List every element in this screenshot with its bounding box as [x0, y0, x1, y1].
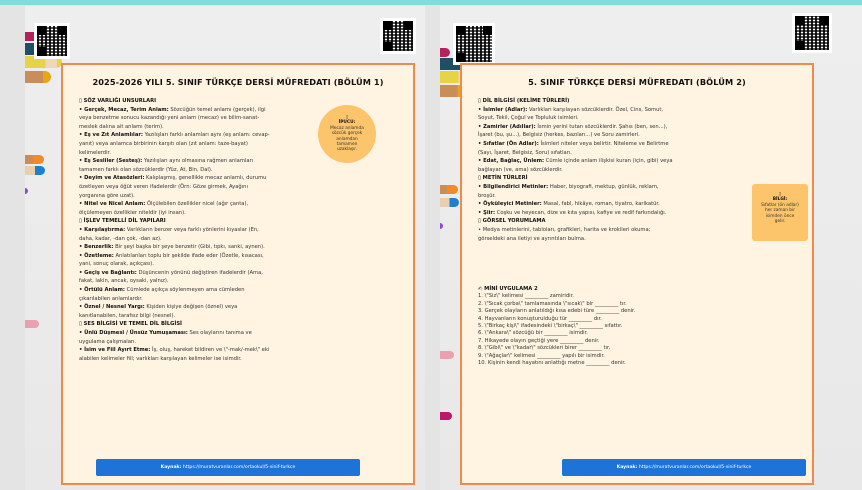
term-description: Yazılışları aynı olmasına rağmen anlamları	[142, 158, 254, 165]
info-title: BİLGİ:	[772, 197, 788, 203]
section-heading: ▯ GÖRSEL YORUMLAMA	[478, 218, 546, 225]
source-label: Kaynak:	[616, 465, 638, 470]
term-description: Kişiden kişiye değişen (öznel) veya	[144, 304, 238, 311]
section-heading: ▯ SÖZ VARLIĞI UNSURLARI	[79, 98, 157, 104]
pencil-decoration	[25, 166, 45, 175]
term-label: • Eş Sesliler (Sesteş):	[79, 158, 143, 165]
content-item	[79, 226, 349, 235]
content-item	[478, 123, 753, 132]
info-icon: ▯	[778, 192, 782, 197]
term-description: Cümlede açıkça söylenmeyen ama cümleden	[125, 287, 245, 294]
content-line: • Medya metinlerini, tabloları, grafikleri, harita ve krokileri okuma;	[478, 226, 651, 233]
term-description: Ses olaylarını tanıma ve	[187, 330, 252, 337]
term-label: • Eş ve Zıt Anlamlılar:	[79, 132, 143, 139]
term-label: • Bilgilendirici Metinler:	[478, 183, 549, 190]
term-label: • Gerçek, Mecaz, Terim Anlam:	[79, 106, 169, 113]
info-box	[752, 184, 808, 241]
term-label: • Ünlü Düşmesi / Ünsüz Yumuşaması:	[79, 330, 188, 337]
section-heading: ▯ METİN TÜRLERİ	[478, 175, 528, 182]
term-label: • İsim ve Fiil Ayırt Etme:	[79, 347, 151, 354]
exercise-title: ✍ MİNİ UYGULAMA 2	[478, 286, 538, 292]
content-item	[478, 200, 753, 209]
term-description: Varlıkların benzer veya farklı yönlerini kıyaslar (En,	[125, 226, 259, 233]
tip-line: uzaklaşır.	[336, 147, 358, 153]
term-label: • Şiir:	[478, 209, 496, 216]
content-line: daha, kadar, -dan çok, -dan az).	[79, 235, 162, 242]
card-title: 5. SINIF TÜRKÇE DERSİ MÜFREDATI (BÖLÜM 2)	[528, 77, 746, 87]
pencil-decoration	[25, 155, 44, 164]
content-line: alabilen kelimeler fiil; varlıkları karşılayan kelimeler ise isimdir.	[79, 355, 242, 362]
exercise-question: 6. \"Ankara\" sözcüğü bir _________ isimdir.	[478, 330, 588, 337]
content-item	[79, 174, 349, 183]
content-line: uygulama çalışmaları.	[79, 338, 137, 345]
section-heading: ▯ İŞLEV TEMELLİ DİL YAPILARI	[79, 218, 166, 225]
content-line: broşür.	[478, 192, 496, 199]
pencil-decoration	[25, 320, 39, 328]
info-line: gelir.	[774, 219, 786, 225]
page-1	[25, 6, 425, 490]
exercise-question: 10. Kişinin kendi hayatını anlattığı metne _________ denir.	[478, 360, 626, 367]
term-description: İsmin yerini tutan sözcüklerdir. Şahıs (ben, sen...),	[535, 123, 668, 130]
content-line: (Sayı, İşaret, Belgisiz, Soru) sıfatları.	[478, 149, 572, 156]
content-item	[478, 140, 753, 149]
term-label: • Edat, Bağlaç, Ünlem:	[478, 158, 545, 165]
term-description: Varlıkları karşılayan sözcüklerdir. Özel, Cins, Somut,	[527, 106, 664, 113]
term-label: • Öyküleyici Metinler:	[478, 201, 542, 208]
source-label: Kaynak:	[160, 465, 182, 470]
exercise-question: 9. \"Ağaçlar\" kelimesi _________ yapılı bir isimdir.	[478, 352, 605, 359]
content-item	[478, 209, 753, 218]
exercise-question: 7. Hikayede olayın geçtiği yere _________ denir.	[478, 337, 600, 344]
content-line: yani, sonuç olarak, açıkçası).	[79, 261, 154, 268]
tip-bubble	[318, 105, 376, 163]
qr-code[interactable]	[380, 18, 416, 54]
content-line: veya benzetme sonucu kazandığı yeni anlam (mecaz) ve bilim-sanat-	[79, 115, 260, 122]
content-item	[79, 269, 349, 278]
term-description: Anlatılanları toplu bir şekilde ifade eder (Özetle, kısacası,	[113, 252, 264, 259]
content-item	[79, 157, 349, 166]
content-line: çıkarılabilen anlamlardır.	[79, 295, 143, 302]
content-line: kelimelerdir.	[79, 149, 111, 156]
source-link[interactable]	[562, 459, 806, 476]
exercise-question: 5. \"Birkaç kişi\" ifadesindeki \"birkaç\" _________ sıfattır.	[478, 323, 623, 330]
exercise-question: 2. \"Sıcak çorba\" tamlamasında \"sıcak\" bir _________ tır.	[478, 300, 627, 307]
content-item	[79, 200, 349, 209]
content-item	[79, 243, 349, 252]
curriculum-card-1	[61, 63, 415, 485]
term-description: Sözcüğün temel anlamı (gerçek), ilgi	[168, 106, 266, 113]
content-line: bağlayan (ve, ama) sözcüklerdir.	[478, 166, 563, 173]
content-body	[478, 97, 753, 243]
section-heading: ▯ DİL BİLGİSİ (KELİME TÜRLERİ)	[478, 98, 570, 104]
term-label: • Örtülü Anlam:	[79, 287, 126, 294]
card-title: 2025-2026 YILI 5. SINIF TÜRKÇE DERSİ MÜFREDATI (BÖLÜM 1)	[92, 77, 384, 87]
pencil-decoration	[440, 351, 454, 359]
pencil-decoration	[440, 48, 450, 57]
content-item	[478, 106, 753, 115]
content-line: Soyut, Tekil, Çoğul ve Topluluk isimleri.	[478, 115, 579, 122]
tip-line: anlamdan	[336, 136, 358, 142]
content-line: meslek dalına ait anlamı (terim).	[79, 123, 164, 130]
content-item	[79, 106, 349, 115]
info-line: Sıfatlar (ön adlar)	[761, 202, 799, 208]
curriculum-card-2	[460, 63, 814, 485]
exercise-question: 8. \"Gibi\" ve \"kadar\" sözcükleri birer _________ tır.	[478, 345, 611, 352]
mini-exercise	[478, 286, 753, 367]
term-label: • Deyim ve Atasözleri:	[79, 175, 145, 182]
content-line: görseldeki ana iletiyi ve ayrıntıları bulma.	[478, 235, 586, 242]
content-item	[478, 157, 753, 166]
page-2	[440, 6, 862, 490]
exercise-question: 4. Hayvanların konuşturulduğu tür _________ dır.	[478, 315, 602, 322]
term-description: Düşüncenin yönünü değiştiren ifadelerdir (Ama,	[136, 269, 263, 276]
tip-icon: ▯	[345, 115, 349, 120]
exercise-question: 3. Gerçek olayların anlatıldığı kısa edebi türe _________ denir.	[478, 308, 636, 315]
content-line: fakat, lakin, ancak, oysaki, yalnız).	[79, 278, 169, 285]
term-description: Ölçülebilen özellikler nicel (ağır çanta),	[145, 201, 249, 208]
term-description: Kalıplaşmış, genellikle mecaz anlamlı, durumu	[144, 175, 267, 182]
pencil-decoration	[25, 71, 51, 83]
pencil-decoration	[440, 185, 458, 194]
content-body	[79, 97, 349, 363]
tip-title: İPUCU:	[338, 120, 356, 126]
source-url: https://muratvuranlar.com/ortaokul/5-sinif-turkce	[181, 465, 296, 470]
pencil-decoration	[440, 223, 443, 229]
term-description: İş, oluş, hareket bildiren ve \"-mak/-mek\" eki	[150, 347, 270, 354]
term-label: • İsimler (Adlar):	[478, 106, 528, 113]
term-label: • Geçiş ve Bağlantı:	[79, 269, 137, 276]
content-item	[478, 183, 753, 192]
term-label: • Benzerlik:	[79, 244, 114, 251]
section-heading: ▯ SES BİLGİSİ VE TEMEL DİL BİLGİSİ	[79, 321, 182, 328]
content-line: İşaret (bu, şu...), Belgisiz (herkes, bazıları...) ve Soru zamirleri.	[478, 132, 640, 139]
source-url: https://muratvuranlar.com/ortaokul/5-sinif-turkce	[637, 465, 752, 470]
content-line: yorganına göre uzat).	[79, 192, 135, 199]
qr-code[interactable]	[34, 23, 70, 59]
term-description: Masal, fabl, hikâye, roman, tiyatro, karikatür.	[541, 201, 660, 208]
content-item	[79, 131, 349, 140]
term-description: İsimleri niteler veya belirtir. Niteleme ve Belirtme	[538, 140, 669, 147]
term-label: • Sıfatlar (Ön Adlar):	[478, 140, 539, 147]
term-description: Coşku ve heyecan, dize ve kıta yapısı, kafiye ve redif farkındalığı.	[495, 209, 667, 216]
content-item	[79, 346, 349, 355]
top-accent-bar	[0, 0, 862, 5]
term-description: Yazılışları farklı anlamları aynı (eş anlam: cevap-	[142, 132, 270, 139]
term-label: • Karşılaştırma:	[79, 226, 126, 233]
content-line: yanıt) veya anlamca birbirinin karşıtı olan (zıt anlam: taze-bayat)	[79, 140, 248, 147]
term-label: • Zamirler (Adıllar):	[478, 123, 536, 130]
content-item	[79, 286, 349, 295]
pencil-decoration	[440, 412, 452, 420]
pencil-decoration	[440, 198, 459, 207]
source-link[interactable]	[96, 459, 360, 476]
term-description: Cümle içinde anlam ilişkisi kuran (için, gibi) veya	[544, 158, 673, 165]
term-description: Haber, biyografi, mektup, günlük, reklam,	[548, 183, 659, 190]
content-item	[79, 303, 349, 312]
tip-line: Mecaz anlamda	[330, 125, 364, 131]
exercise-question: 1. \"Siz\" kelimesi _________ zamiridir.	[478, 293, 574, 300]
content-item	[79, 329, 349, 338]
term-label: • Öznel / Nesnel Yargı:	[79, 304, 145, 311]
content-line: tamamen farklı olan sözcüklerdir (Yüz, At, Bin, Dal).	[79, 166, 213, 173]
content-item	[79, 252, 349, 261]
tip-line: sözcük gerçek	[331, 131, 363, 137]
qr-code[interactable]	[792, 13, 832, 53]
info-line: her zaman bir	[765, 208, 795, 214]
tip-line: tamamen	[336, 142, 358, 148]
term-label: • Özetleme:	[79, 252, 114, 259]
term-description: Bir şeyi başka bir şeye benzetir (Gibi, tıpkı, sanki, aynen).	[113, 244, 265, 251]
pencil-decoration	[25, 188, 28, 194]
content-line: özetleyen veya öğüt veren ifadelerdir (Örn: Göze girmek, Ayağını	[79, 183, 248, 190]
term-label: • Nitel ve Nicel Anlam:	[79, 201, 146, 208]
qr-code[interactable]	[453, 23, 495, 65]
content-line: kanıtlanabilen, tarafsız bilgi (nesnel).	[79, 312, 176, 319]
content-line: ölçülemeyen özellikler niteldir (iyi insan).	[79, 209, 186, 216]
info-line: isimden önce	[765, 213, 795, 219]
